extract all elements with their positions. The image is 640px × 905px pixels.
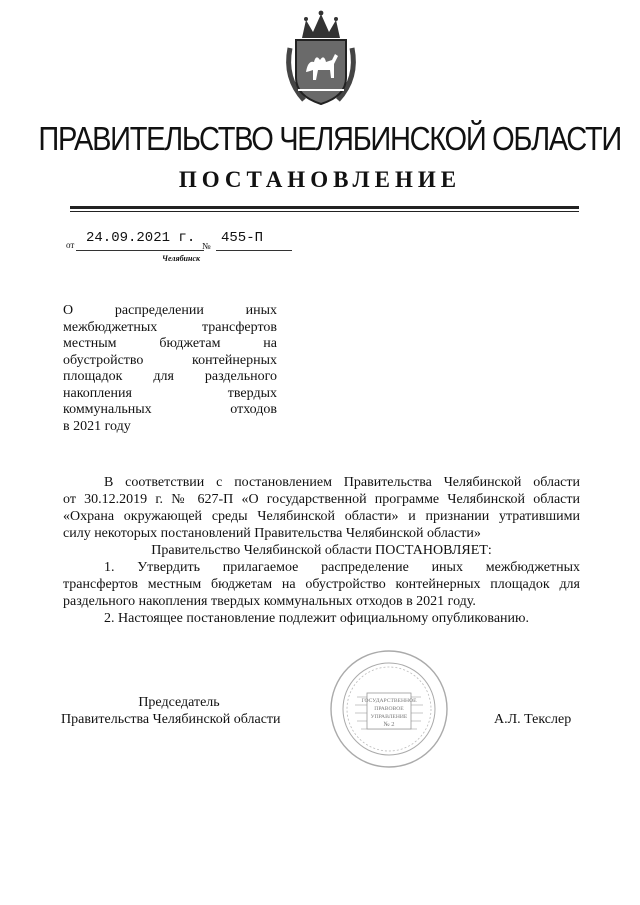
body-line: В соответствии с постановлением Правительства Челябинской области [104,475,580,490]
number-underline [216,250,292,251]
subject-line: площадок для раздельного [63,369,277,384]
body-line: силу некоторых постановлений Правительства Челябинской области» [63,526,481,541]
date-prefix-label: от [66,240,75,250]
subject-line: в 2021 году [63,418,131,434]
seal-text: УПРАВЛЕНИЕ [370,714,408,720]
body-line: «Охрана окружающей среды Челябинской области» и признании утратившими [63,509,580,524]
body-line: 2. Настоящее постановление подлежит официальному опубликованию. [104,611,529,626]
signer-position-line1: Председатель [138,695,220,710]
body-line: 1. Утвердить прилагаемое распределение иных межбюджетных [104,560,580,575]
signer-name: А.Л. Текслер [494,712,572,727]
seal-text: № 2 [383,721,395,728]
seal-text: ПРАВОВОЕ [374,706,404,712]
seal-text: ГОСУДАРСТВЕННОЕ [361,698,417,704]
header-divider-thick [70,206,579,209]
subject-block [63,303,277,435]
coat-of-arms-emblem [280,8,362,108]
body-line: от 30.12.2019 г. № 627-П «О государственной программе Челябинской области [63,492,580,507]
subject-line: межбюджетных трансфертов [63,319,277,335]
government-title: ПРАВИТЕЛЬСТВО ЧЕЛЯБИНСКОЙ ОБЛАСТИ [38,120,621,157]
subject-line: накопления твердых [63,385,277,401]
resolution-line: Правительство Челябинской области ПОСТАНОВЛЯЕТ: [151,543,492,558]
number-label: № [202,241,211,251]
subject-line: местным бюджетам на [63,336,277,351]
document-type-heading: ПОСТАНОВЛЕНИЕ [178,167,462,192]
date-underline [76,250,204,251]
header-divider-thin [70,211,579,212]
city-label: Челябинск [162,254,201,263]
signer-position-line2: Правительства Челябинской области [61,712,281,727]
subject-line: О распределении иных [63,303,277,318]
subject-line: обустройство контейнерных [63,352,277,368]
decree-body [63,474,580,627]
document-number: 455-П [221,230,264,246]
body-line: раздельного накопления твердых коммунальных отходов в 2021 году. [63,594,476,609]
body-line: трансфертов местным бюджетам на обустройство контейнерных площадок для [63,577,580,592]
document-date: 24.09.2021 г. [86,230,196,246]
subject-line: коммунальных отходов [63,402,277,417]
